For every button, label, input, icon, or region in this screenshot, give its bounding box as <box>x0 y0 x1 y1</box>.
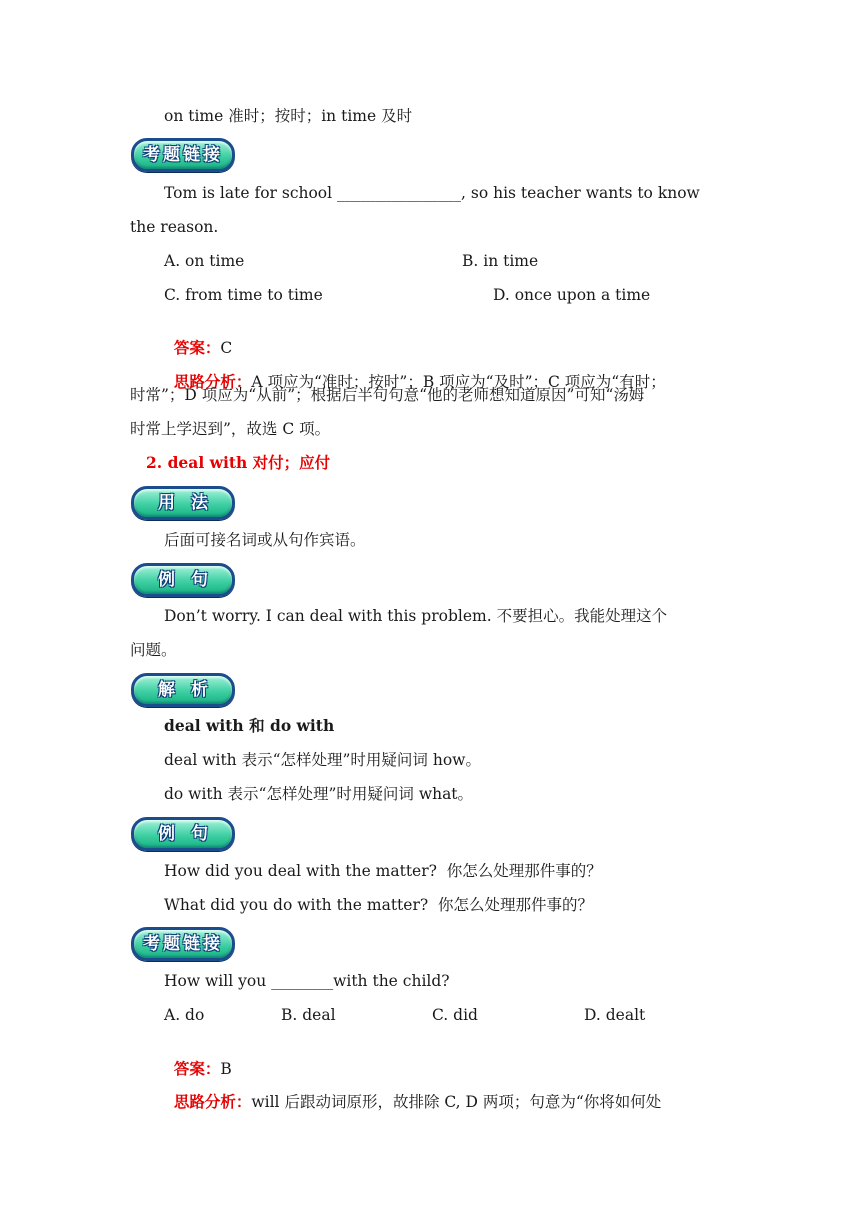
section-heading: 2. deal with 对付；应付 <box>146 453 331 472</box>
option2-d: D. dealt <box>584 1006 646 1024</box>
example-badge: 例句 <box>131 563 235 597</box>
answer-label: 答案： <box>173 338 221 357</box>
option2-b: B. deal <box>281 1006 336 1024</box>
compare-line-1: deal with 表示“怎样处理”时用疑问词 how。 <box>164 751 481 769</box>
usage-text: 后面可接名词或从句作宾语。 <box>164 531 366 549</box>
option2-a: A. do <box>164 1006 205 1024</box>
analysis-line-3: 时常上学迟到”，故选 C 项。 <box>130 420 331 438</box>
option-a: A. on time <box>164 252 245 270</box>
option-c: C. from time to time <box>164 286 323 304</box>
answer2-label: 答案： <box>173 1059 221 1078</box>
answer-value: C <box>220 339 233 357</box>
compare-title: deal with 和 do with <box>164 716 335 735</box>
question-line-1: Tom is late for school ________________, so his teacher wants to know <box>164 184 700 202</box>
example2-line-1: How did you deal with the matter? 你怎么处理那件事的？ <box>164 862 602 880</box>
note-on-time-in-time: on time 准时；按时；in time 及时 <box>164 107 413 125</box>
option2-c: C. did <box>432 1006 478 1024</box>
exam-link-badge-2: 考题链接 <box>131 927 235 961</box>
analysis-label: 思路分析： <box>173 372 252 391</box>
exam-link-badge: 考题链接 <box>131 138 235 172</box>
analysis-text-1: A 项应为“准时；按时”；B 项应为“及时”；C 项应为“有时； <box>251 373 666 391</box>
answer2-value: B <box>220 1060 232 1078</box>
analysis-line-2: 时常”；D 项应为“从前”；根据后半句句意“他的老师想知道原因”可知“汤姆 <box>130 386 645 404</box>
example-line-1: Don’t worry. I can deal with this problem. 不要担心。我能处理这个 <box>164 607 668 625</box>
usage-badge: 用法 <box>131 486 235 520</box>
example-badge-2: 例句 <box>131 817 235 851</box>
option-d: D. once upon a time <box>493 286 651 304</box>
analysis2-line-1 <box>164 1072 661 1112</box>
question2-line: How will you ________with the child? <box>164 972 450 990</box>
analysis-badge: 解析 <box>131 673 235 707</box>
example2-line-2: What did you do with the matter? 你怎么处理那件事的？ <box>164 896 594 914</box>
example-line-2: 问题。 <box>130 641 177 659</box>
analysis2-label: 思路分析： <box>173 1092 252 1111</box>
option-b: B. in time <box>462 252 539 270</box>
compare-line-2: do with 表示“怎样处理”时用疑问词 what。 <box>164 785 474 803</box>
analysis2-text-1: will 后跟动词原形，故排除 C, D 两项；句意为“你将如何处 <box>251 1093 662 1111</box>
question-line-2: the reason. <box>130 218 219 236</box>
